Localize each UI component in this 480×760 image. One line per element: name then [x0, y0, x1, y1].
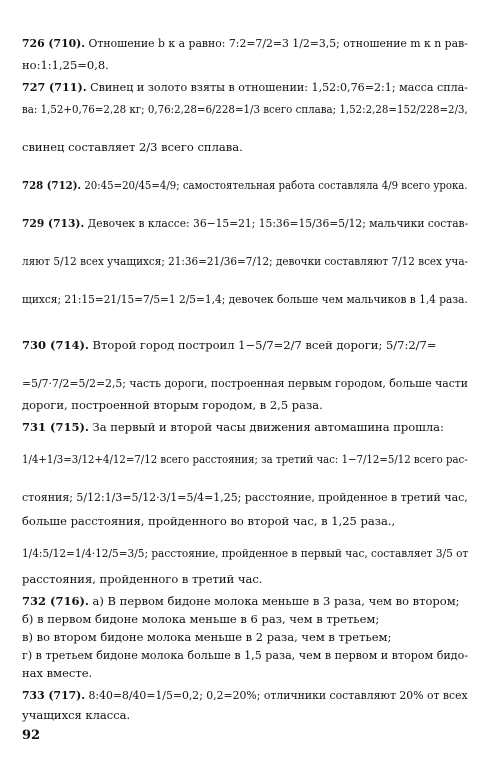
- line: 727 (711). Свинец и золото взяты в отношении: 1,52:0,76=2:1; масса спла-: [22, 80, 469, 94]
- line: 733 (717). 8:40=8/40=1/5=0,2; 0,2=20%; отличники составляют 20% от всех: [22, 688, 468, 702]
- line: нах вместе.: [22, 666, 93, 680]
- line: 729 (713). Девочек в классе: 36−15=21; 15:36=15/36=5/12; мальчики состав-: [22, 216, 469, 230]
- line: ва: 1,52+0,76=2,28 кг; 0,76:2,28=6/228=1/3 всего сплава; 1,52:2,28=152/228=2/3,: [22, 102, 468, 116]
- task-number: 732 (716).: [22, 594, 89, 608]
- line: свинец составляет 2/3 всего сплава.: [22, 140, 243, 154]
- line: дороги, построенной вторым городом, в 2,5 раза.: [22, 398, 323, 412]
- line: 1/4:5/12=1/4·12/5=3/5; расстояние, пройденное в первый час, составляет 3/5 от: [22, 546, 469, 560]
- line: б) в первом бидоне молока меньше в 6 раз, чем в третьем;: [22, 612, 380, 626]
- line: ляют 5/12 всех учащихся; 21:36=21/36=7/12; девочки составляют 7/12 всех уча-: [22, 254, 469, 268]
- line: расстояния, пройденного в третий час.: [22, 572, 263, 586]
- line: 731 (715). За первый и второй часы движения автомашина прошла:: [22, 420, 444, 434]
- line: учащихся класса.: [22, 708, 131, 722]
- task-number: 727 (711).: [22, 80, 87, 94]
- task-number: 731 (715).: [22, 420, 89, 434]
- line: щихся; 21:15=21/15=7/5=1 2/5=1,4; девочек больше чем мальчиков в 1,4 раза.: [22, 292, 468, 306]
- line: г) в третьем бидоне молока больше в 1,5 раза, чем в первом и втором бидо-: [22, 648, 469, 662]
- line: 726 (710). Отношение b к a равно: 7:2=7/2=3 1/2=3,5; отношение m к n рав-: [22, 36, 468, 50]
- line: стояния; 5/12:1/3=5/12·3/1=5/4=1,25; расстояние, пройденное в третий час,: [22, 490, 468, 504]
- task-number: 729 (713).: [22, 216, 85, 230]
- line: но:1:1,25=0,8.: [22, 58, 109, 72]
- line: больше расстояния, пройденного во второй час, в 1,25 раза.,: [22, 514, 396, 528]
- task-number: 733 (717).: [22, 688, 86, 702]
- page-number: 92: [22, 728, 41, 743]
- task-number: 726 (710).: [22, 36, 86, 50]
- line: 730 (714). Второй город построил 1−5/7=2/7 всей дороги; 5/7:2/7=: [22, 338, 437, 352]
- line: в) во втором бидоне молока меньше в 2 раза, чем в третьем;: [22, 630, 392, 644]
- line: 728 (712). 20:45=20/45=4/9; самостоятельная работа составляла 4/9 всего урока.: [22, 178, 468, 192]
- line: =5/7·7/2=5/2=2,5; часть дороги, построенная первым городом, больше части: [22, 376, 468, 390]
- task-number: 728 (712).: [22, 178, 82, 192]
- line: 1/4+1/3=3/12+4/12=7/12 всего расстояния; за третий час: 1−7/12=5/12 всего рас-: [22, 452, 468, 466]
- line: 732 (716). а) В первом бидоне молока меньше в 3 раза, чем во втором;: [22, 594, 460, 608]
- task-number: 730 (714).: [22, 338, 89, 352]
